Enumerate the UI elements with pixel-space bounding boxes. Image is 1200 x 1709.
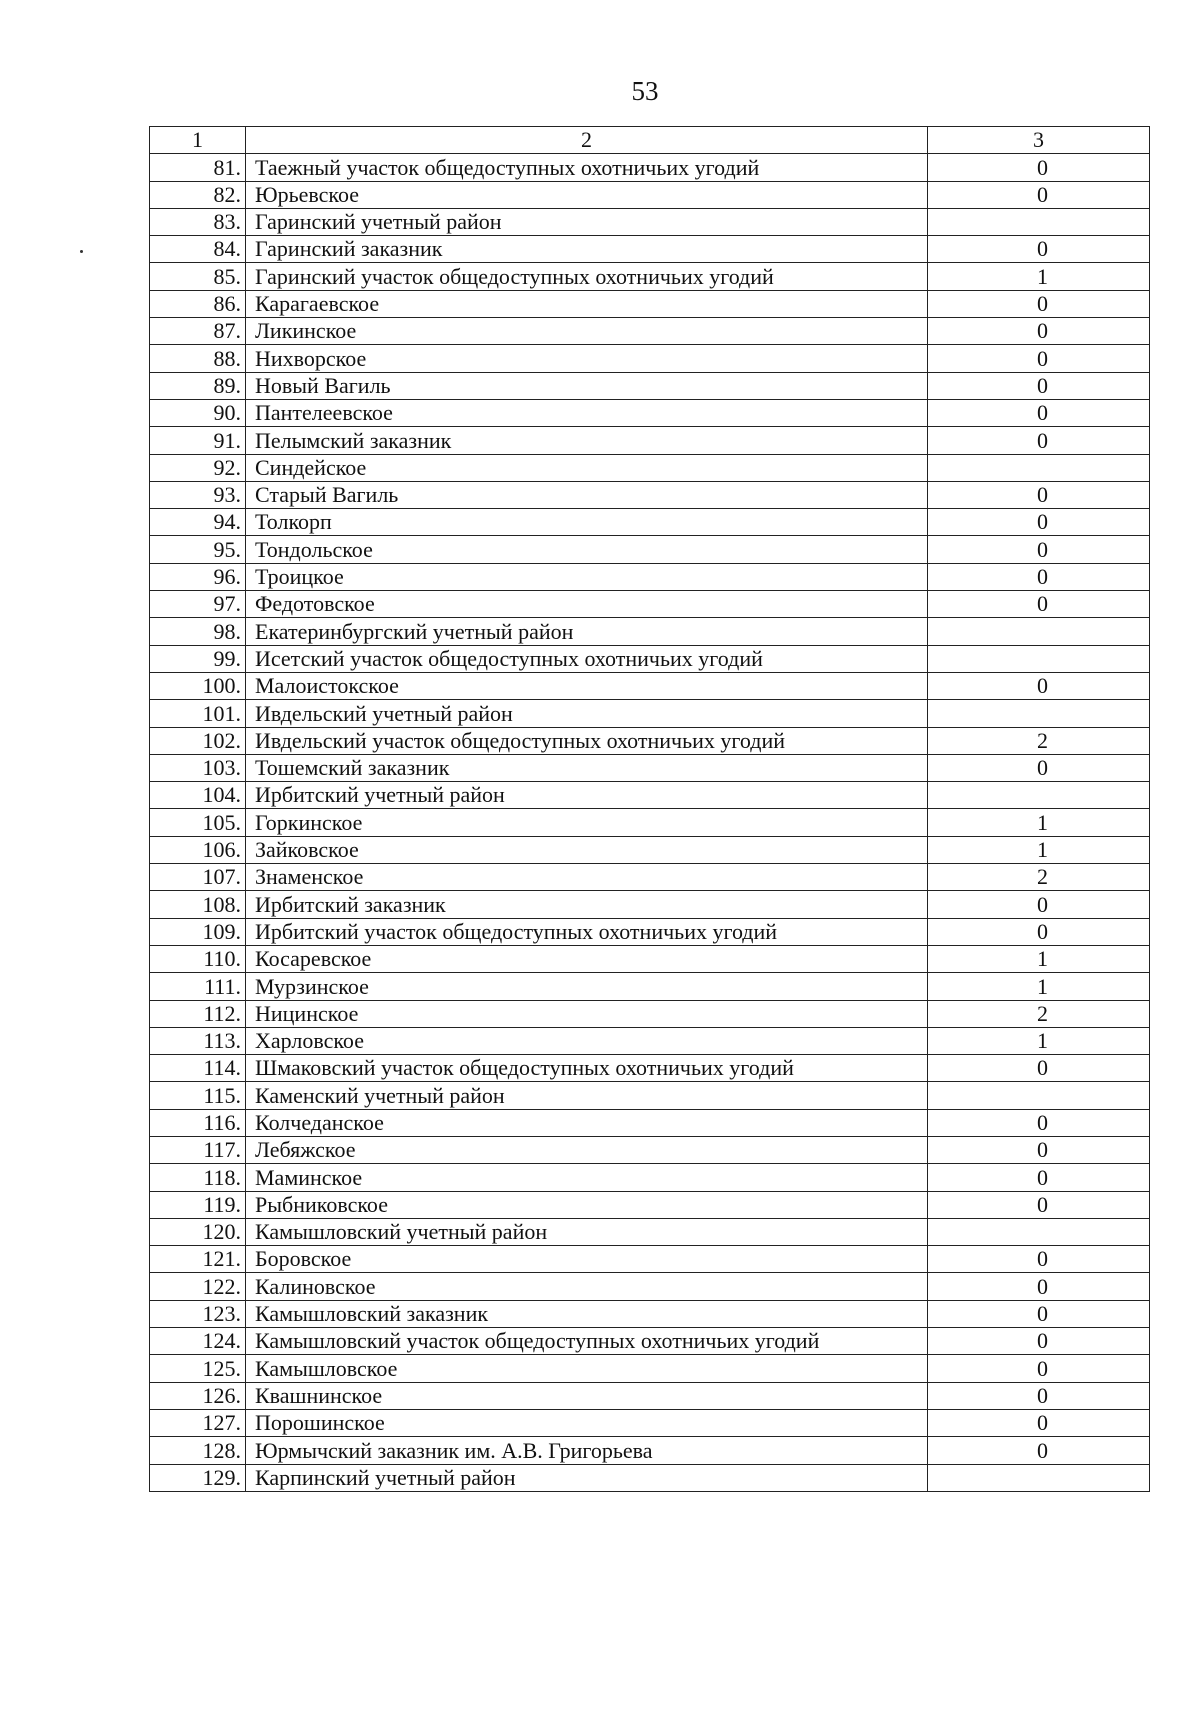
table-row: [150, 263, 1150, 290]
value-cell: 0: [928, 509, 1150, 536]
value-cell: 0: [928, 563, 1150, 590]
table-row: [150, 1437, 1150, 1464]
table-row: [150, 1082, 1150, 1109]
table-row: [150, 372, 1150, 399]
table-row: [150, 1000, 1150, 1027]
header-col-3: 3: [928, 127, 1150, 154]
table-row: [150, 1191, 1150, 1218]
name-cell: Новый Вагиль: [246, 372, 928, 399]
value-cell: 1: [928, 1027, 1150, 1054]
name-cell: Карпинский учетный район: [246, 1464, 928, 1491]
table-row: [150, 918, 1150, 945]
table-row: [150, 1328, 1150, 1355]
table-row: [150, 318, 1150, 345]
table-row: [150, 1273, 1150, 1300]
name-cell: Шмаковский участок общедоступных охотничьих угодий: [246, 1055, 928, 1082]
name-cell: Горкинское: [246, 809, 928, 836]
value-cell: [928, 454, 1150, 481]
row-number-cell: 100.: [150, 672, 246, 699]
table-row: [150, 509, 1150, 536]
value-cell: 0: [928, 918, 1150, 945]
row-number-cell: 87.: [150, 318, 246, 345]
value-cell: 2: [928, 1000, 1150, 1027]
row-number-cell: 109.: [150, 918, 246, 945]
row-number-cell: 98.: [150, 618, 246, 645]
name-cell: Камышловский учетный район: [246, 1218, 928, 1245]
table-row: [150, 645, 1150, 672]
row-number-cell: 124.: [150, 1328, 246, 1355]
row-number-cell: 95.: [150, 536, 246, 563]
table-row: [150, 973, 1150, 1000]
table-row: [150, 945, 1150, 972]
row-number-cell: 127.: [150, 1409, 246, 1436]
name-cell: Ирбитский заказник: [246, 891, 928, 918]
table-row: [150, 154, 1150, 181]
name-cell: Юрмычский заказник им. А.В. Григорьева: [246, 1437, 928, 1464]
name-cell: Знаменское: [246, 864, 928, 891]
name-cell: Тошемский заказник: [246, 754, 928, 781]
value-cell: [928, 782, 1150, 809]
row-number-cell: 99.: [150, 645, 246, 672]
value-cell: 2: [928, 727, 1150, 754]
table-row: [150, 1027, 1150, 1054]
data-table: [149, 126, 1150, 1492]
table-row: [150, 427, 1150, 454]
row-number-cell: 110.: [150, 945, 246, 972]
row-number-cell: 93.: [150, 481, 246, 508]
name-cell: Колчеданское: [246, 1109, 928, 1136]
table-row: [150, 700, 1150, 727]
row-number-cell: 101.: [150, 700, 246, 727]
row-number-cell: 85.: [150, 263, 246, 290]
table-row: [150, 864, 1150, 891]
value-cell: [928, 645, 1150, 672]
row-number-cell: 96.: [150, 563, 246, 590]
table-row: [150, 1355, 1150, 1382]
name-cell: Гаринский учетный район: [246, 208, 928, 235]
row-number-cell: 86.: [150, 290, 246, 317]
value-cell: 1: [928, 836, 1150, 863]
value-cell: 2: [928, 864, 1150, 891]
name-cell: Порошинское: [246, 1409, 928, 1436]
table-row: [150, 1300, 1150, 1327]
table-row: [150, 236, 1150, 263]
name-cell: Гаринский участок общедоступных охотничьих угодий: [246, 263, 928, 290]
table-row: [150, 1164, 1150, 1191]
row-number-cell: 104.: [150, 782, 246, 809]
name-cell: Камышловский участок общедоступных охотничьих угодий: [246, 1328, 928, 1355]
row-number-cell: 119.: [150, 1191, 246, 1218]
value-cell: [928, 208, 1150, 235]
name-cell: Калиновское: [246, 1273, 928, 1300]
table-row: [150, 1246, 1150, 1273]
table-row: [150, 618, 1150, 645]
name-cell: Квашнинское: [246, 1382, 928, 1409]
table-row: [150, 1055, 1150, 1082]
row-number-cell: 118.: [150, 1164, 246, 1191]
row-number-cell: 123.: [150, 1300, 246, 1327]
row-number-cell: 114.: [150, 1055, 246, 1082]
row-number-cell: 103.: [150, 754, 246, 781]
value-cell: 0: [928, 591, 1150, 618]
value-cell: 0: [928, 318, 1150, 345]
table-row: [150, 454, 1150, 481]
value-cell: 0: [928, 181, 1150, 208]
value-cell: 0: [928, 1382, 1150, 1409]
row-number-cell: 84.: [150, 236, 246, 263]
row-number-cell: 125.: [150, 1355, 246, 1382]
table-row: [150, 208, 1150, 235]
row-number-cell: 111.: [150, 973, 246, 1000]
table-row: [150, 345, 1150, 372]
row-number-cell: 121.: [150, 1246, 246, 1273]
table-row: [150, 1136, 1150, 1163]
header-col-1: 1: [150, 127, 246, 154]
name-cell: Мурзинское: [246, 973, 928, 1000]
row-number-cell: 106.: [150, 836, 246, 863]
name-cell: Карагаевское: [246, 290, 928, 317]
name-cell: Лебяжское: [246, 1136, 928, 1163]
value-cell: 0: [928, 345, 1150, 372]
value-cell: 0: [928, 236, 1150, 263]
row-number-cell: 88.: [150, 345, 246, 372]
value-cell: 0: [928, 1355, 1150, 1382]
name-cell: Ивдельский учетный район: [246, 700, 928, 727]
name-cell: Пелымский заказник: [246, 427, 928, 454]
name-cell: Косаревское: [246, 945, 928, 972]
row-number-cell: 126.: [150, 1382, 246, 1409]
row-number-cell: 89.: [150, 372, 246, 399]
name-cell: Таежный участок общедоступных охотничьих угодий: [246, 154, 928, 181]
table-row: [150, 1382, 1150, 1409]
value-cell: 0: [928, 672, 1150, 699]
row-number-cell: 120.: [150, 1218, 246, 1245]
row-number-cell: 102.: [150, 727, 246, 754]
table-row: [150, 290, 1150, 317]
table-row: [150, 1464, 1150, 1491]
name-cell: Пантелеевское: [246, 399, 928, 426]
row-number-cell: 82.: [150, 181, 246, 208]
value-cell: 1: [928, 973, 1150, 1000]
name-cell: Старый Вагиль: [246, 481, 928, 508]
name-cell: Малоистокское: [246, 672, 928, 699]
value-cell: [928, 1082, 1150, 1109]
row-number-cell: 122.: [150, 1273, 246, 1300]
value-cell: 0: [928, 1328, 1150, 1355]
row-number-cell: 129.: [150, 1464, 246, 1491]
value-cell: 0: [928, 1409, 1150, 1436]
value-cell: 0: [928, 399, 1150, 426]
value-cell: 1: [928, 263, 1150, 290]
table-row: [150, 536, 1150, 563]
table-body: [150, 127, 1150, 1492]
value-cell: 0: [928, 536, 1150, 563]
row-number-cell: 105.: [150, 809, 246, 836]
name-cell: Зайковское: [246, 836, 928, 863]
value-cell: 1: [928, 945, 1150, 972]
value-cell: 0: [928, 1109, 1150, 1136]
name-cell: Маминское: [246, 1164, 928, 1191]
value-cell: 0: [928, 427, 1150, 454]
table-row: [150, 1409, 1150, 1436]
name-cell: Ирбитский учетный район: [246, 782, 928, 809]
row-number-cell: 91.: [150, 427, 246, 454]
header-row: [150, 127, 1150, 154]
value-cell: 0: [928, 891, 1150, 918]
value-cell: [928, 1464, 1150, 1491]
table-row: [150, 782, 1150, 809]
value-cell: [928, 1218, 1150, 1245]
name-cell: Толкорп: [246, 509, 928, 536]
name-cell: Троицкое: [246, 563, 928, 590]
name-cell: Нихворское: [246, 345, 928, 372]
table-row: [150, 563, 1150, 590]
row-number-cell: 116.: [150, 1109, 246, 1136]
table-row: [150, 754, 1150, 781]
table-row: [150, 891, 1150, 918]
value-cell: 0: [928, 1273, 1150, 1300]
row-number-cell: 90.: [150, 399, 246, 426]
row-number-cell: 113.: [150, 1027, 246, 1054]
row-number-cell: 94.: [150, 509, 246, 536]
row-number-cell: 108.: [150, 891, 246, 918]
row-number-cell: 128.: [150, 1437, 246, 1464]
row-number-cell: 83.: [150, 208, 246, 235]
name-cell: Рыбниковское: [246, 1191, 928, 1218]
name-cell: Харловское: [246, 1027, 928, 1054]
name-cell: Ирбитский участок общедоступных охотничьих угодий: [246, 918, 928, 945]
value-cell: 0: [928, 1191, 1150, 1218]
name-cell: Федотовское: [246, 591, 928, 618]
value-cell: 0: [928, 290, 1150, 317]
value-cell: 0: [928, 1055, 1150, 1082]
value-cell: 0: [928, 372, 1150, 399]
name-cell: Ивдельский участок общедоступных охотничьих угодий: [246, 727, 928, 754]
value-cell: 0: [928, 481, 1150, 508]
value-cell: [928, 618, 1150, 645]
scan-speck: [80, 250, 83, 253]
table-row: [150, 672, 1150, 699]
name-cell: Гаринский заказник: [246, 236, 928, 263]
table-row: [150, 591, 1150, 618]
row-number-cell: 107.: [150, 864, 246, 891]
value-cell: 0: [928, 1246, 1150, 1273]
name-cell: Боровское: [246, 1246, 928, 1273]
name-cell: Камышловский заказник: [246, 1300, 928, 1327]
table-row: [150, 481, 1150, 508]
table-row: [150, 1218, 1150, 1245]
name-cell: Исетский участок общедоступных охотничьих угодий: [246, 645, 928, 672]
row-number-cell: 115.: [150, 1082, 246, 1109]
name-cell: Синдейское: [246, 454, 928, 481]
row-number-cell: 81.: [150, 154, 246, 181]
value-cell: 0: [928, 1164, 1150, 1191]
table-row: [150, 836, 1150, 863]
name-cell: Каменский учетный район: [246, 1082, 928, 1109]
row-number-cell: 117.: [150, 1136, 246, 1163]
table-row: [150, 399, 1150, 426]
value-cell: 1: [928, 809, 1150, 836]
value-cell: 0: [928, 1437, 1150, 1464]
table-row: [150, 809, 1150, 836]
name-cell: Юрьевское: [246, 181, 928, 208]
table-row: [150, 727, 1150, 754]
value-cell: 0: [928, 1136, 1150, 1163]
row-number-cell: 112.: [150, 1000, 246, 1027]
value-cell: 0: [928, 754, 1150, 781]
row-number-cell: 92.: [150, 454, 246, 481]
value-cell: 0: [928, 1300, 1150, 1327]
row-number-cell: 97.: [150, 591, 246, 618]
table-row: [150, 181, 1150, 208]
name-cell: Тондольское: [246, 536, 928, 563]
header-col-2: 2: [246, 127, 928, 154]
name-cell: Ликинское: [246, 318, 928, 345]
name-cell: Екатеринбургский учетный район: [246, 618, 928, 645]
value-cell: [928, 700, 1150, 727]
table-row: [150, 1109, 1150, 1136]
name-cell: Ницинское: [246, 1000, 928, 1027]
page-number: 53: [631, 76, 659, 106]
value-cell: 0: [928, 154, 1150, 181]
name-cell: Камышловское: [246, 1355, 928, 1382]
